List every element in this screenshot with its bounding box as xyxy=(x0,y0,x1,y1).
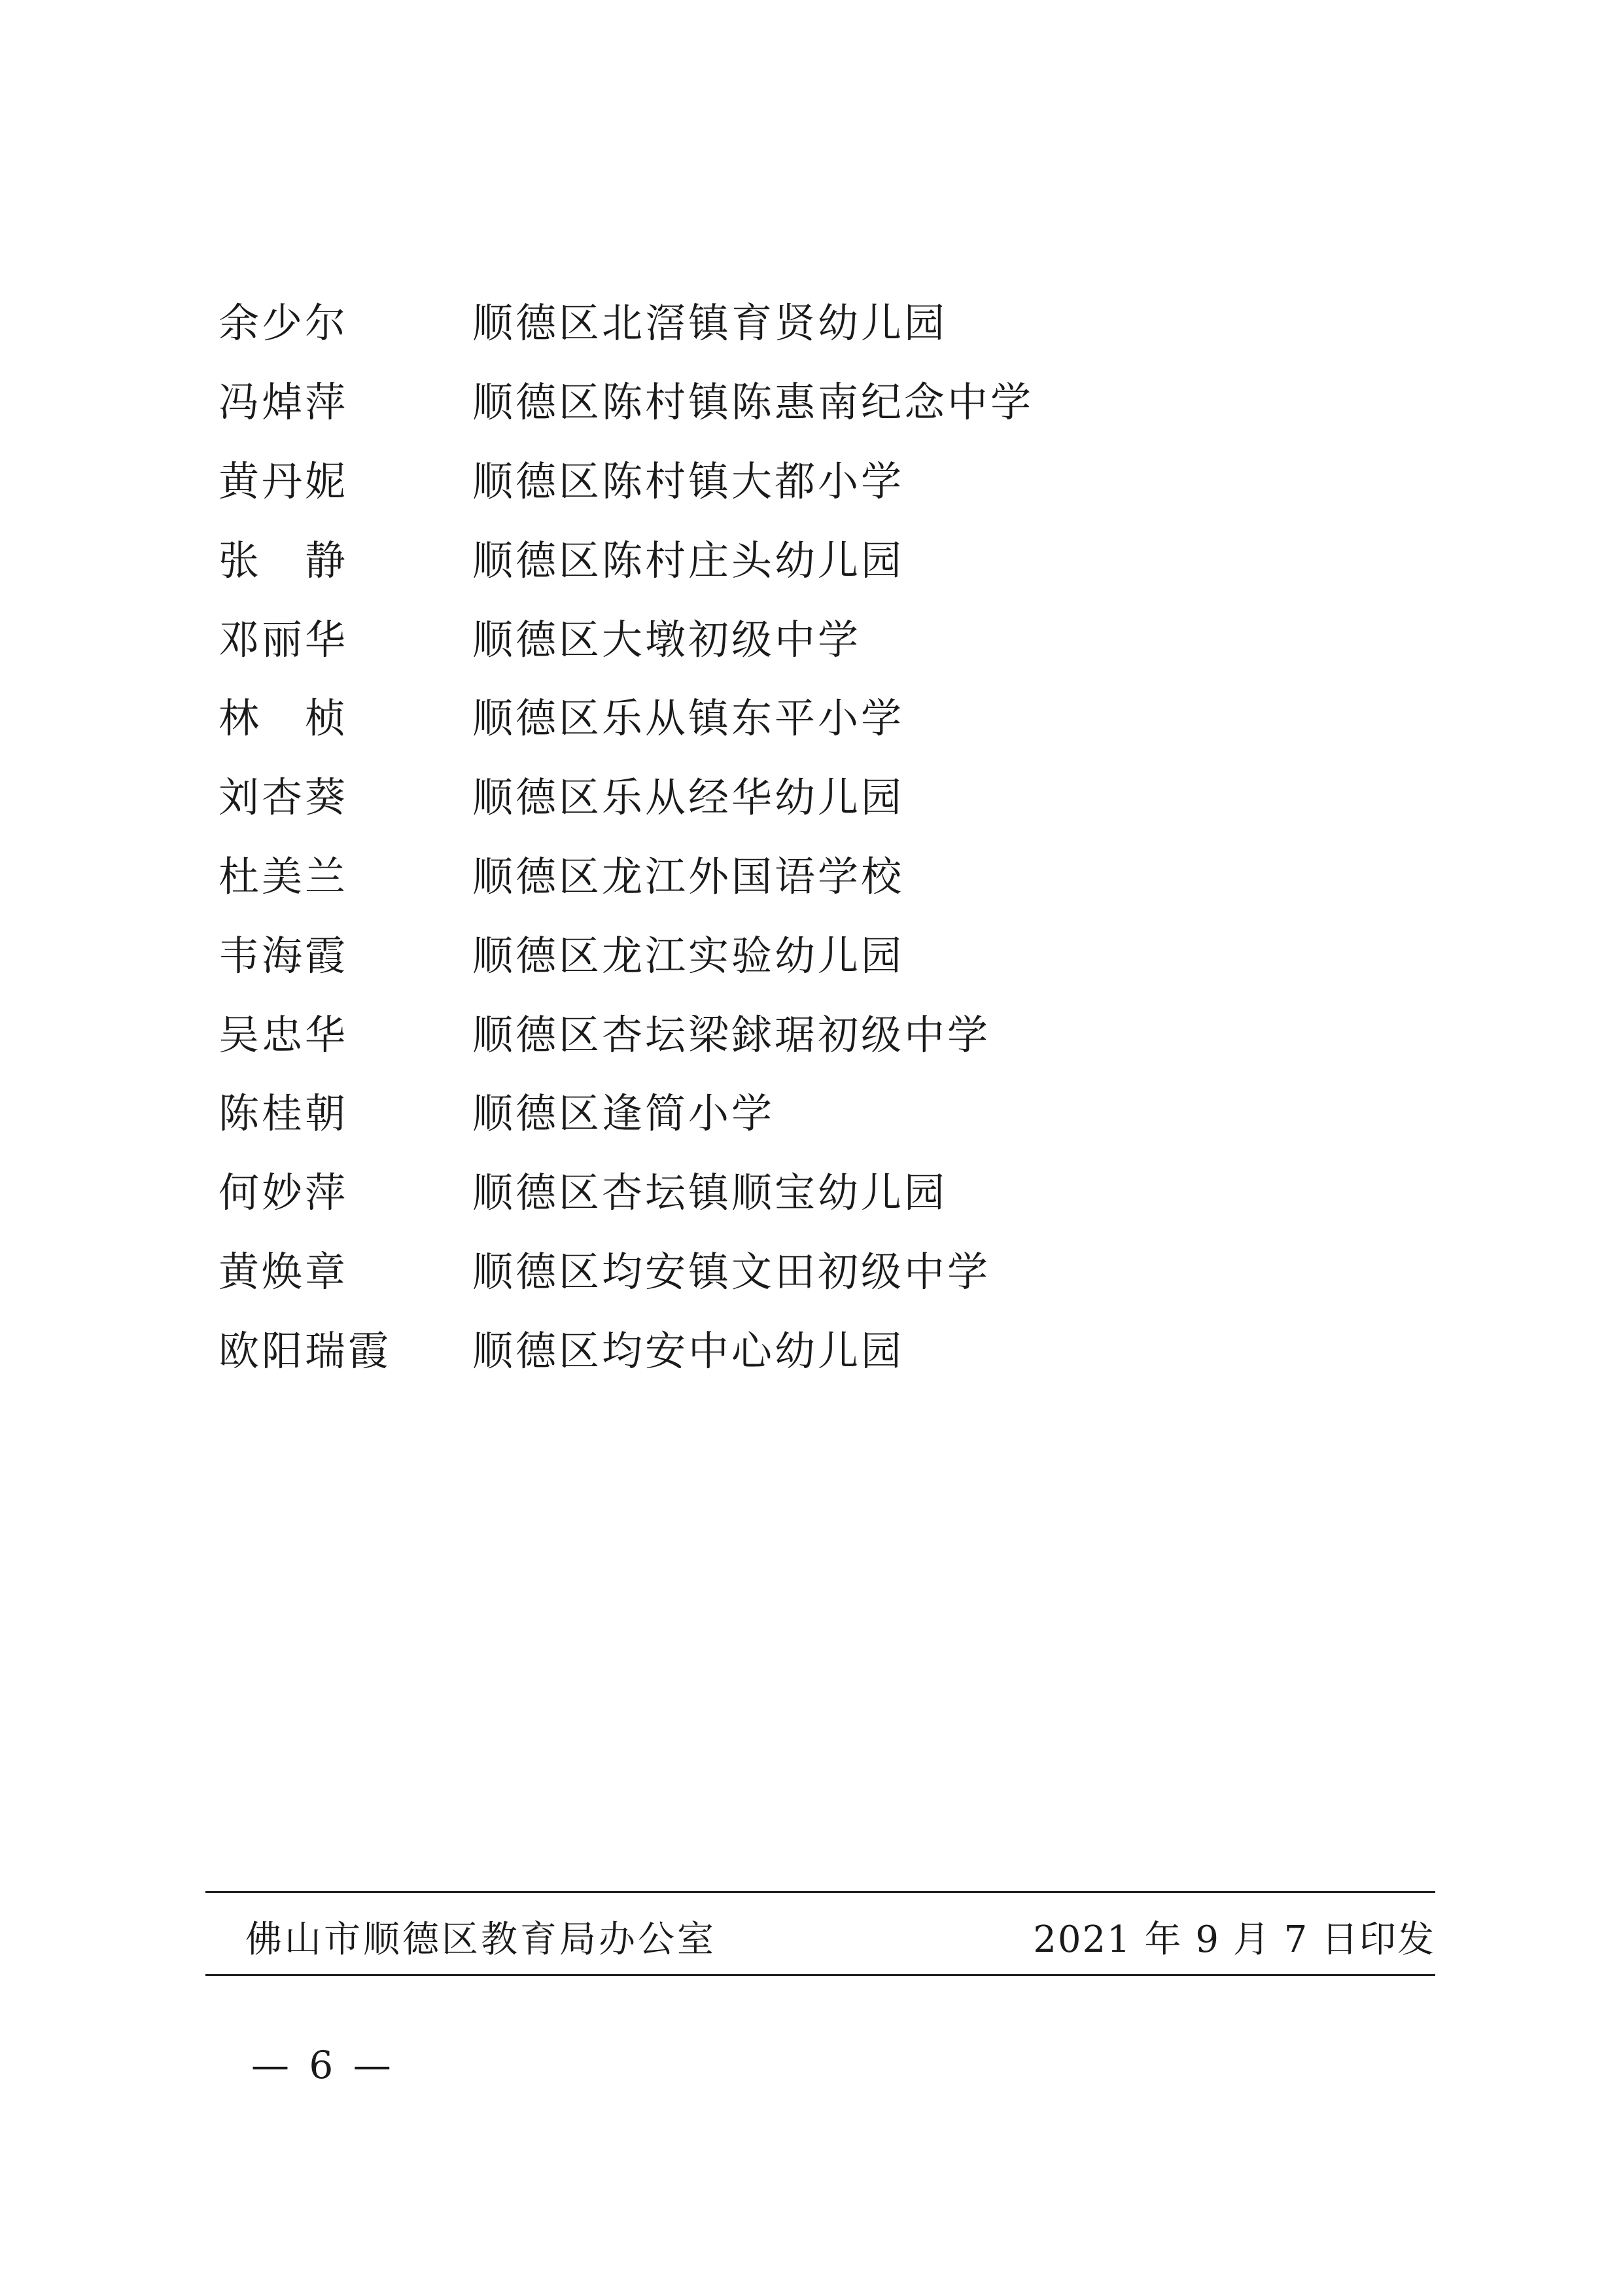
list-item xyxy=(218,758,1461,838)
footer-bottom-rule xyxy=(205,1974,1435,1976)
school-name: 顺德区杏坛梁銶琚初级中学 xyxy=(472,1010,991,1059)
person-name: 欧阳瑞霞 xyxy=(218,1326,392,1375)
award-list xyxy=(218,284,1461,1390)
school-name: 顺德区大墩初级中学 xyxy=(472,615,862,663)
list-item xyxy=(218,995,1461,1074)
list-item xyxy=(218,679,1461,758)
list-item xyxy=(218,600,1461,679)
person-name: 黄焕章 xyxy=(218,1247,349,1296)
person-name: 何妙萍 xyxy=(218,1169,349,1217)
list-item xyxy=(218,442,1461,521)
person-name: 陈桂朝 xyxy=(218,1089,349,1138)
issuer-office: 佛山市顺德区教育局办公室 xyxy=(245,1918,716,1961)
list-item xyxy=(218,916,1461,995)
person-name: 林 桢 xyxy=(218,694,349,743)
school-name: 顺德区龙江外国语学校 xyxy=(472,852,905,900)
list-item xyxy=(218,363,1461,442)
school-name: 顺德区北滘镇育贤幼儿园 xyxy=(472,299,948,347)
school-name: 顺德区逢简小学 xyxy=(472,1089,775,1138)
issue-date: 2021 年 9 月 7 日印发 xyxy=(1033,1918,1435,1961)
list-item xyxy=(218,1233,1461,1312)
page-number: — 6 — xyxy=(251,2043,395,2087)
school-name: 顺德区乐从镇东平小学 xyxy=(472,694,905,743)
list-item xyxy=(218,1311,1461,1390)
list-item xyxy=(218,1074,1461,1154)
person-name: 冯焯萍 xyxy=(218,378,349,427)
list-item xyxy=(218,838,1461,917)
person-name: 黄丹妮 xyxy=(218,457,349,505)
person-name: 刘杏葵 xyxy=(218,773,349,822)
person-name: 邓丽华 xyxy=(218,615,349,663)
person-name: 张 静 xyxy=(218,536,349,584)
school-name: 顺德区杏坛镇顺宝幼儿园 xyxy=(472,1169,948,1217)
footer-top-rule xyxy=(205,1891,1435,1893)
list-item xyxy=(218,1154,1461,1233)
school-name: 顺德区乐从经华幼儿园 xyxy=(472,773,905,822)
list-item xyxy=(218,521,1461,600)
school-name: 顺德区龙江实验幼儿园 xyxy=(472,931,905,980)
school-name: 顺德区陈村镇大都小学 xyxy=(472,457,905,505)
school-name: 顺德区陈村镇陈惠南纪念中学 xyxy=(472,378,1034,427)
school-name: 顺德区陈村庄头幼儿园 xyxy=(472,536,905,584)
person-name: 韦海霞 xyxy=(218,931,349,980)
person-name: 杜美兰 xyxy=(218,852,349,900)
school-name: 顺德区均安镇文田初级中学 xyxy=(472,1247,991,1296)
school-name: 顺德区均安中心幼儿园 xyxy=(472,1326,905,1375)
list-item xyxy=(218,284,1461,363)
person-name: 余少尔 xyxy=(218,299,349,347)
person-name: 吴忠华 xyxy=(218,1010,349,1059)
